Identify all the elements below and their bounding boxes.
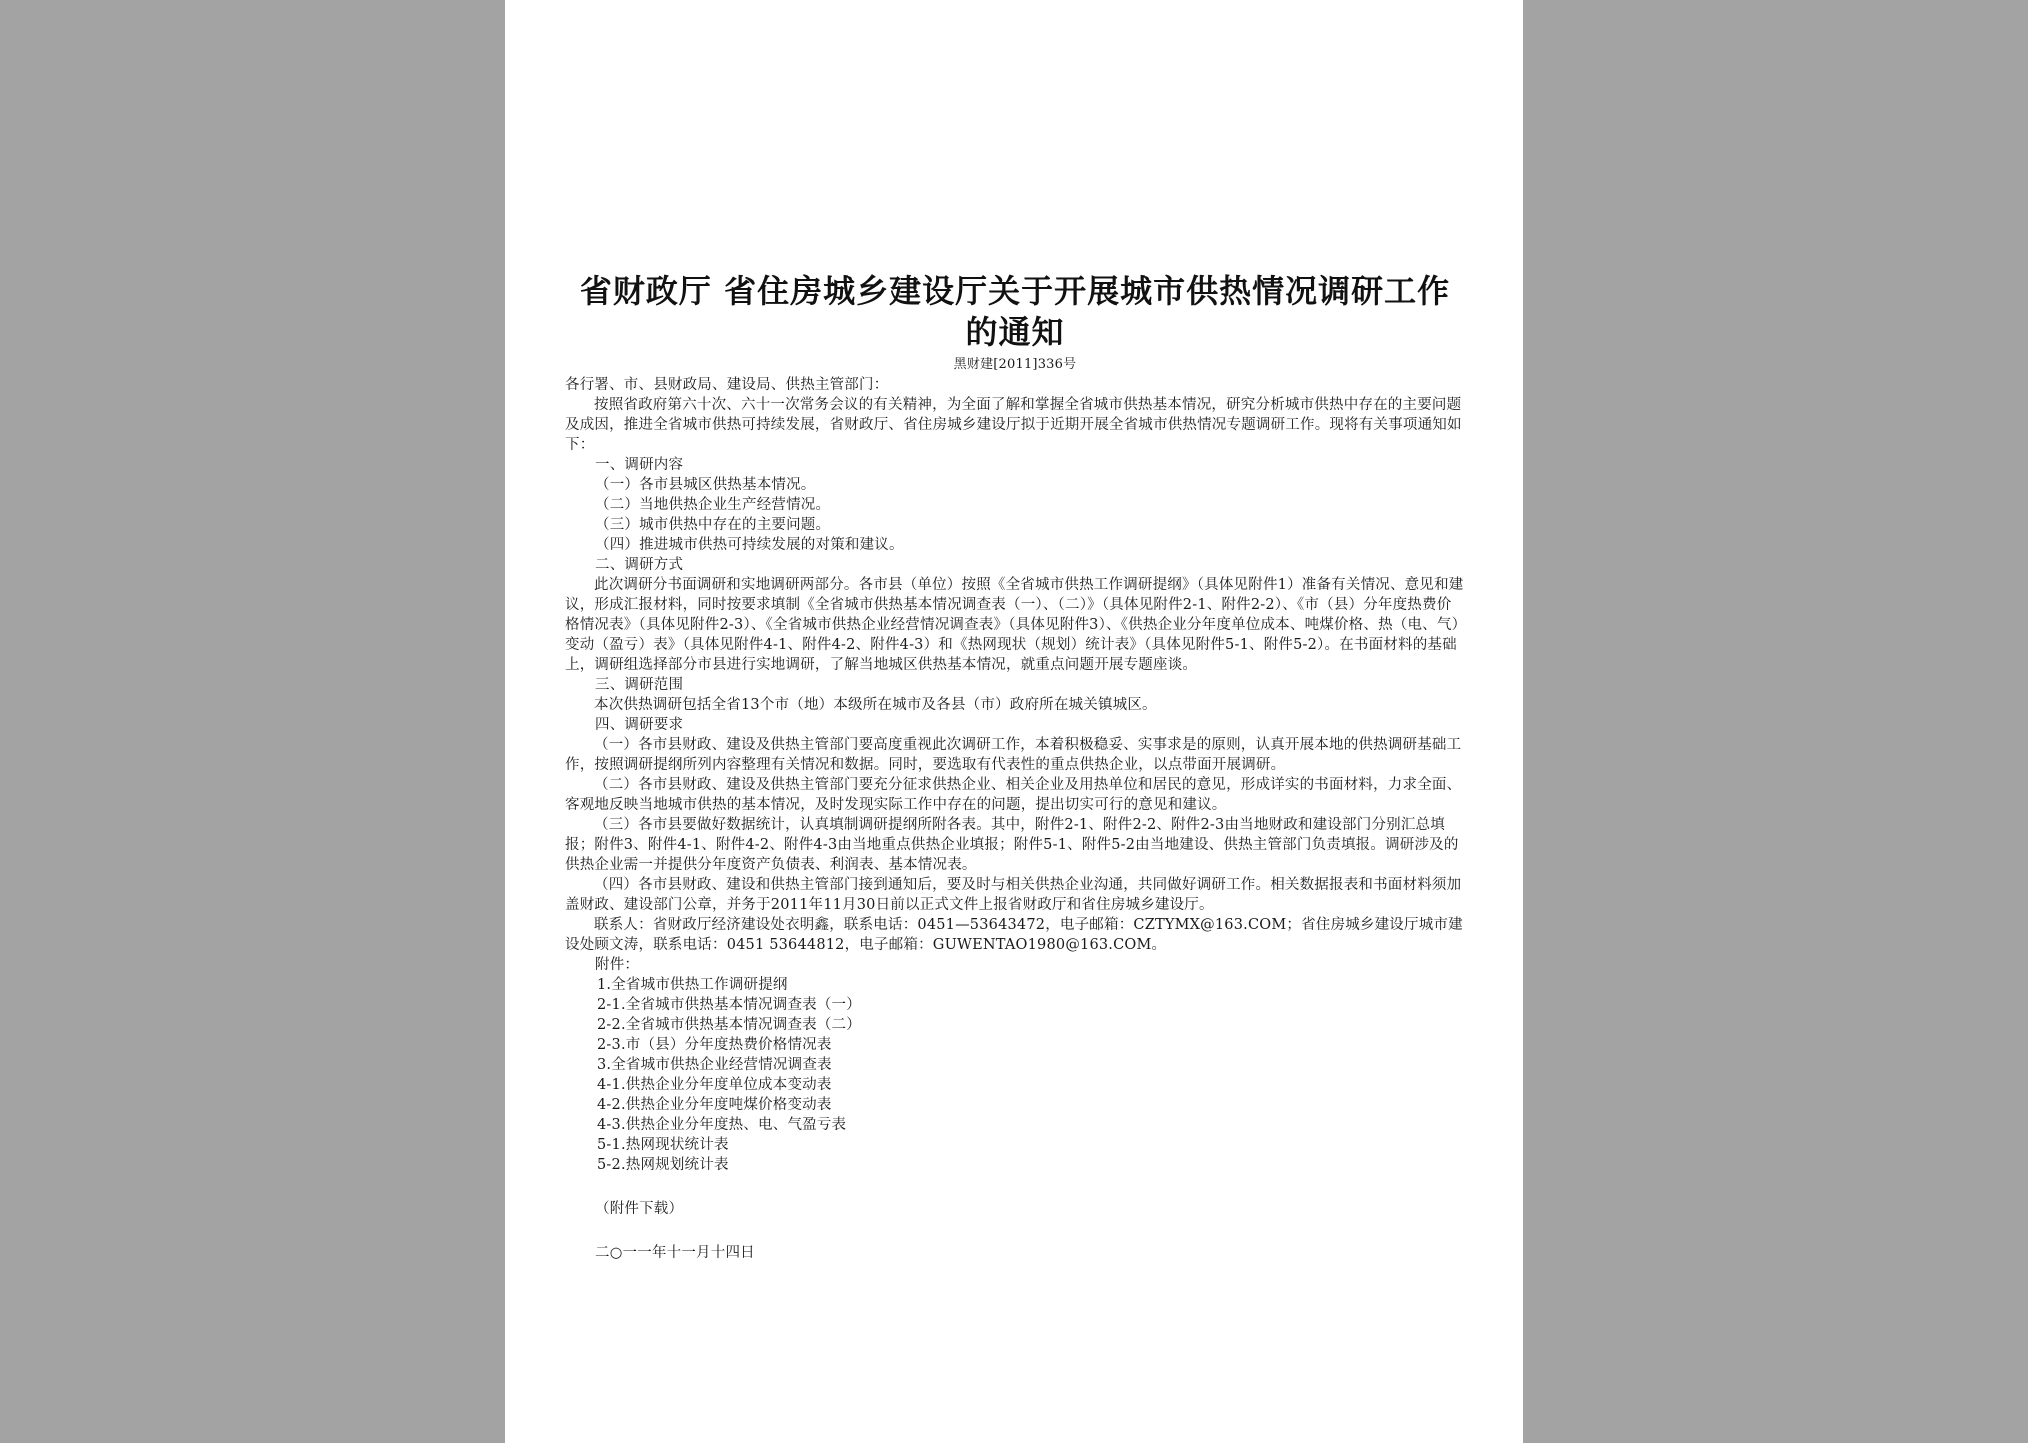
section-heading: 三、调研范围 bbox=[595, 677, 684, 693]
salutation: 各行署、市、县财政局、建设局、供热主管部门： bbox=[565, 377, 889, 393]
paragraph: （四）各市县财政、建设和供热主管部门接到通知后，要及时与相关供热企业沟通，共同做好调研工作。相关数据报表和书面材料须加盖财政、建设部门公章，并务于2011年11月30日前以正式文件上报省财政厅和省住房城乡建设厅。 bbox=[565, 877, 1462, 913]
paragraph: （一）各市县财政、建设及供热主管部门要高度重视此次调研工作，本着积极稳妥、实事求是的原则，认真开展本地的供热调研基础工作，按照调研提纲所列内容整理有关情况和数据。同时，要选取有代表性的重点供热企业，以点带面开展调研。 bbox=[565, 737, 1462, 773]
attachment-item: 4-1.供热企业分年度单位成本变动表 bbox=[597, 1077, 832, 1093]
document-date: 二○一一年十一月十四日 bbox=[595, 1245, 755, 1261]
attachment-item: 3.全省城市供热企业经营情况调查表 bbox=[597, 1057, 832, 1073]
attachment-item: 2-3.市（县）分年度热费价格情况表 bbox=[597, 1037, 832, 1053]
paragraph: （三）各市县要做好数据统计，认真填制调研提纲所附各表。其中，附件2-1、附件2-2、附件2-3由当地财政和建设部门分别汇总填报；附件3、附件4-1、附件4-2、附件4-3由当地重点供热企业填报；附件5-1、附件5-2由当地建设、供热主管部门负责填报。调研涉及的供热企业需一并提供分年度资产负债表、利润表、基本情况表。 bbox=[565, 817, 1459, 873]
section-heading: 四、调研要求 bbox=[595, 717, 684, 733]
attachments-label: 附件： bbox=[595, 957, 640, 973]
attachment-item: 2-2.全省城市供热基本情况调查表（二） bbox=[597, 1017, 861, 1033]
attachment-item: 2-1.全省城市供热基本情况调查表（一） bbox=[597, 997, 861, 1013]
document-body bbox=[565, 271, 1465, 1263]
paragraph: （二）各市县财政、建设及供热主管部门要充分征求供热企业、相关企业及用热单位和居民的意见，形成详实的书面材料，力求全面、客观地反映当地城市供热的基本情况，及时发现实际工作中存在的问题，提出切实可行的意见和建议。 bbox=[565, 777, 1462, 813]
document-number: 黑财建[2011]336号 bbox=[953, 357, 1077, 372]
attachment-item: 5-1.热网现状统计表 bbox=[597, 1137, 729, 1153]
document-page bbox=[505, 0, 1523, 1443]
attachment-item: 5-2.热网规划统计表 bbox=[597, 1157, 729, 1173]
list-item: （三）城市供热中存在的主要问题。 bbox=[595, 517, 831, 533]
attachment-download-link[interactable]: （附件下载） bbox=[595, 1201, 684, 1217]
section-heading: 一、调研内容 bbox=[595, 457, 684, 473]
document-title: 省财政厅 省住房城乡建设厅关于开展城市供热情况调研工作的通知 bbox=[579, 272, 1451, 351]
list-item: （四）推进城市供热可持续发展的对策和建议。 bbox=[595, 537, 904, 553]
attachment-item: 4-2.供热企业分年度吨煤价格变动表 bbox=[597, 1097, 832, 1113]
list-item: （二）当地供热企业生产经营情况。 bbox=[595, 497, 831, 513]
list-item: （一）各市县城区供热基本情况。 bbox=[595, 477, 816, 493]
attachment-item: 4-3.供热企业分年度热、电、气盈亏表 bbox=[597, 1117, 847, 1133]
paragraph: 本次供热调研包括全省13个市（地）本级所在城市及各县（市）政府所在城关镇城区。 bbox=[594, 697, 1157, 713]
section-heading: 二、调研方式 bbox=[595, 557, 684, 573]
attachment-item: 1.全省城市供热工作调研提纲 bbox=[597, 977, 788, 993]
paragraph: 此次调研分书面调研和实地调研两部分。各市县（单位）按照《全省城市供热工作调研提纲》（具体见附件1）准备有关情况、意见和建议，形成汇报材料，同时按要求填制《全省城市供热基本情况调查表（一）、（二）》（具体见附件2-1、附件2-2）、《市（县）分年度热费价格情况表》（具体见附件2-3）、《全省城市供热企业经营情况调查表》（具体见附件3）、《供热企业分年度单位成本、吨煤价格、热（电、气）变动（盈亏）表》（具体见附件4-1、附件4-2、附件4-3）和《热网现状（规划）统计表》（具体见附件5-1、附件5-2）。在书面材料的基础上，调研组选择部分市县进行实地调研，了解当地城区供热基本情况，就重点问题开展专题座谈。 bbox=[565, 577, 1464, 673]
contact-paragraph: 联系人：省财政厅经济建设处衣明鑫，联系电话：0451—53643472，电子邮箱：CZTYMX@163.COM；省住房城乡建设厅城市建设处顾文涛，联系电话：0451 53644812，电子邮箱：GUWENTAO1980@163.COM。 bbox=[565, 917, 1463, 953]
intro-paragraph: 按照省政府第六十次、六十一次常务会议的有关精神，为全面了解和掌握全省城市供热基本情况，研究分析城市供热中存在的主要问题及成因，推进全省城市供热可持续发展，省财政厅、省住房城乡建设厅拟于近期开展全省城市供热情况专题调研工作。现将有关事项通知如下： bbox=[565, 397, 1462, 453]
